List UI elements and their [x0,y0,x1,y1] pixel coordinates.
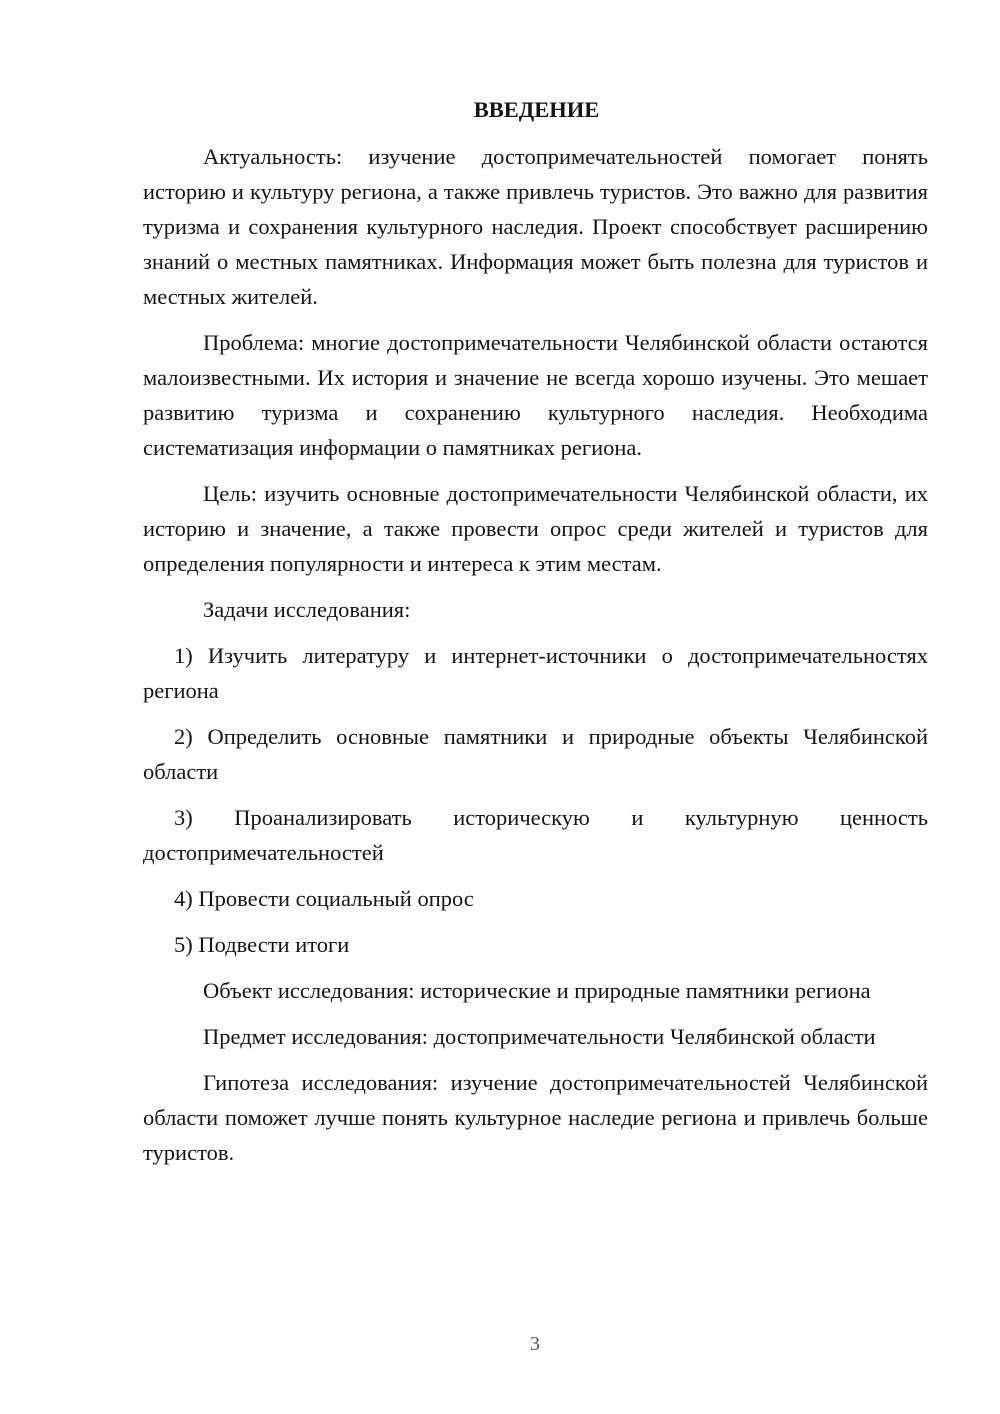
section-title: ВВЕДЕНИЕ [473,97,600,122]
task-item-4: 4) Провести социальный опрос [174,886,474,911]
paragraph-subject: Предмет исследования: достопримечательности Челябинской области [203,1024,876,1049]
tasks-heading: Задачи исследования: [203,597,411,622]
task-item-3: 3) Проанализировать историческую и культурную ценность достопримечательностей [143,805,928,865]
paragraph-hypothesis: Гипотеза исследования: изучение достопримечательностей Челябинской области поможет лучше понять культурное наследие региона и привлечь больше туристов. [143,1070,928,1165]
task-item-5: 5) Подвести итоги [174,932,350,957]
paragraph-relevance: Актуальность: изучение достопримечательностей помогает понять историю и культуру региона, а также привлечь туристов. Это важно для развития туризма и сохранения культурного наследия. Проект способствует расширению знаний о местных памятниках. Информация может быть полезна для туристов и местных жителей. [143,144,928,309]
task-item-2: 2) Определить основные памятники и природные объекты Челябинской области [143,724,928,784]
paragraph-object: Объект исследования: исторические и природные памятники региона [203,978,871,1003]
document-page [143,92,928,1181]
task-item-1: 1) Изучить литературу и интернет-источники о достопримечательностях региона [143,643,928,703]
paragraph-problem: Проблема: многие достопримечательности Челябинской области остаются малоизвестными. Их история и значение не всегда хорошо изучены. Это мешает развитию туризма и сохранению культурного наследия. Необходима систематизация информации о памятниках региона. [143,330,928,460]
page-number: 3 [530,1333,540,1355]
paragraph-goal: Цель: изучить основные достопримечательности Челябинской области, их историю и значение, а также провести опрос среди жителей и туристов для определения популярности и интереса к этим местам. [143,481,928,576]
